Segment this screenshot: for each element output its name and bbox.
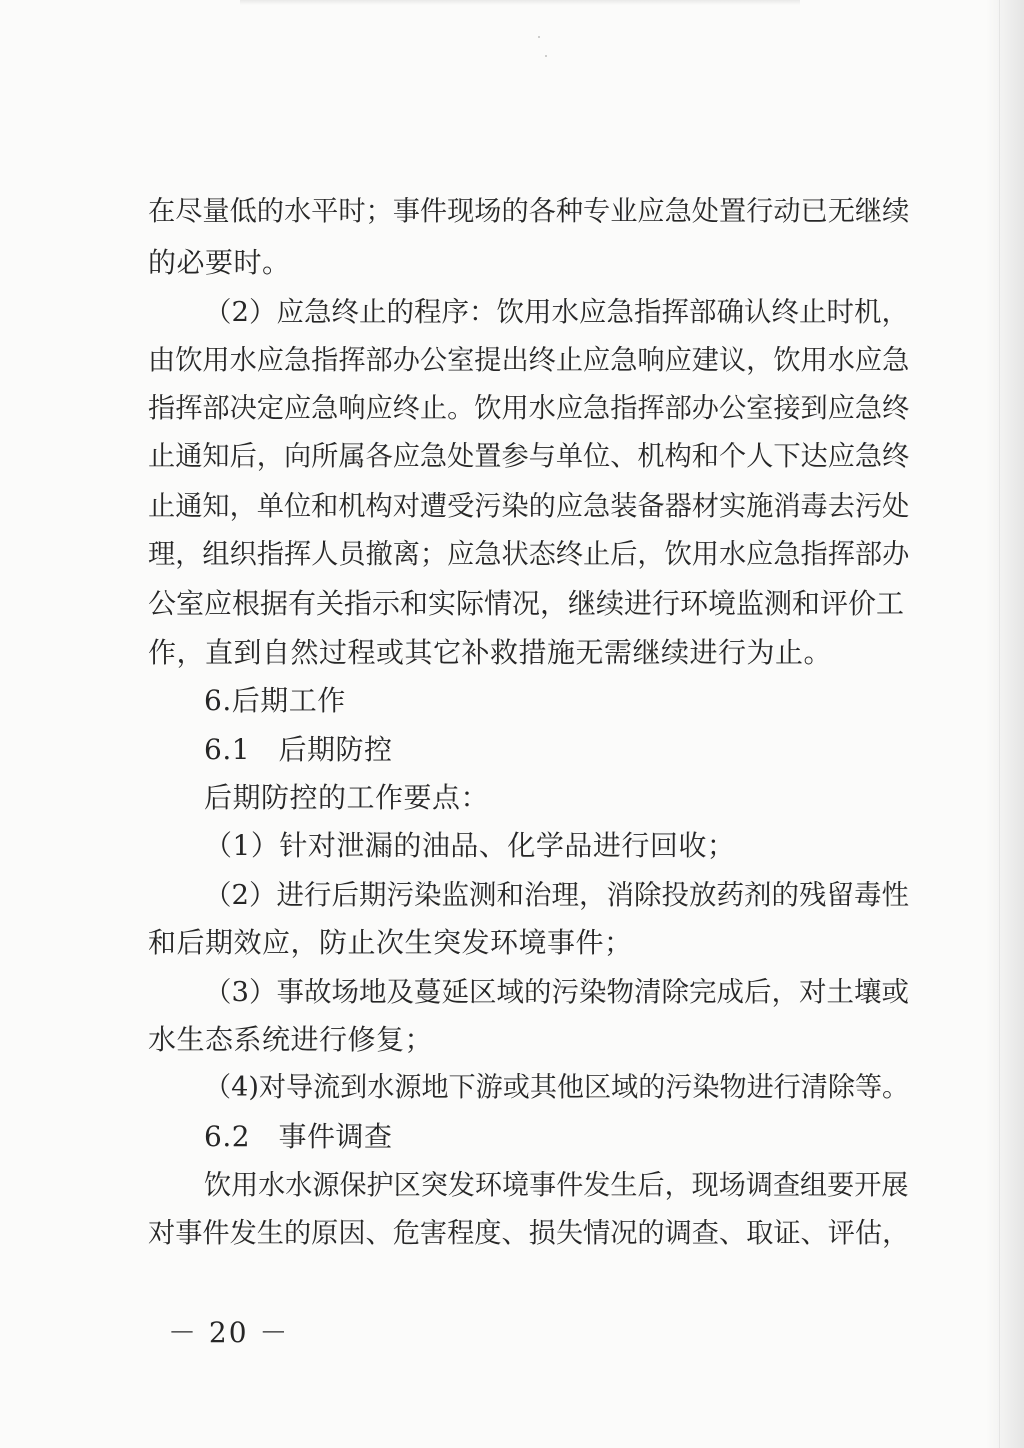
body-line: 对事件发生的原因、危害程度、损失情况的调查、取证、评估， — [148, 1218, 910, 1249]
body-line: 作，直到自然过程或其它补救措施无需继续进行为止。 — [148, 636, 833, 669]
list-item: （3）事故场地及蔓延区域的污染物清除完成后，对土壤或 — [204, 976, 909, 1008]
body-line: 在尽量低的水平时；事件现场的各种专业应急处置行动已无继续 — [148, 196, 910, 227]
body-line: 和后期效应，防止次生突发环境事件； — [148, 926, 633, 959]
list-item: （2）进行后期污染监测和治理，消除投放药剂的残留毒性 — [204, 879, 909, 911]
list-item: （4)对导流到水源地下游或其他区域的污染物进行清除等。 — [204, 1072, 910, 1103]
body-line: 止通知，单位和机构对遭受污染的应急装备器材实施消毒去污处 — [148, 491, 910, 522]
body-line: 水生态系统进行修复； — [148, 1023, 434, 1056]
scan-speck — [538, 36, 540, 38]
scan-edge-line — [999, 0, 1000, 1448]
body-line: （2）应急终止的程序：饮用水应急指挥部确认终止时机， — [204, 296, 909, 328]
page-number: － 20 － — [168, 1316, 290, 1349]
scan-top-scuff — [240, 0, 800, 5]
scan-speck — [545, 55, 547, 57]
list-item: （1）针对泄漏的油品、化学品进行回收； — [204, 829, 736, 862]
body-line: 由饮用水应急指挥部办公室提出终止应急响应建议，饮用水应急 — [148, 345, 910, 376]
body-line: 指挥部决定应急响应终止。饮用水应急指挥部办公室接到应急终 — [148, 393, 910, 424]
body-line: 理，组织指挥人员撤离；应急状态终止后，饮用水应急指挥部办 — [148, 539, 910, 570]
subsection-heading: 6.1 后期防控 — [204, 733, 393, 766]
body-line: 公室应根据有关指示和实际情况，继续进行环境监测和评价工 — [148, 587, 905, 620]
body-line: 止通知后，向所属各应急处置参与单位、机构和个人下达应急终 — [148, 441, 910, 472]
body-line: 的必要时。 — [148, 246, 291, 279]
scan-edge-shadow — [986, 0, 1024, 1448]
body-line: 饮用水水源保护区突发环境事件发生后，现场调查组要开展 — [204, 1170, 909, 1201]
body-line: 后期防控的工作要点： — [204, 781, 490, 814]
subsection-heading: 6.2 事件调查 — [204, 1120, 393, 1153]
section-heading: 6.后期工作 — [204, 684, 346, 717]
